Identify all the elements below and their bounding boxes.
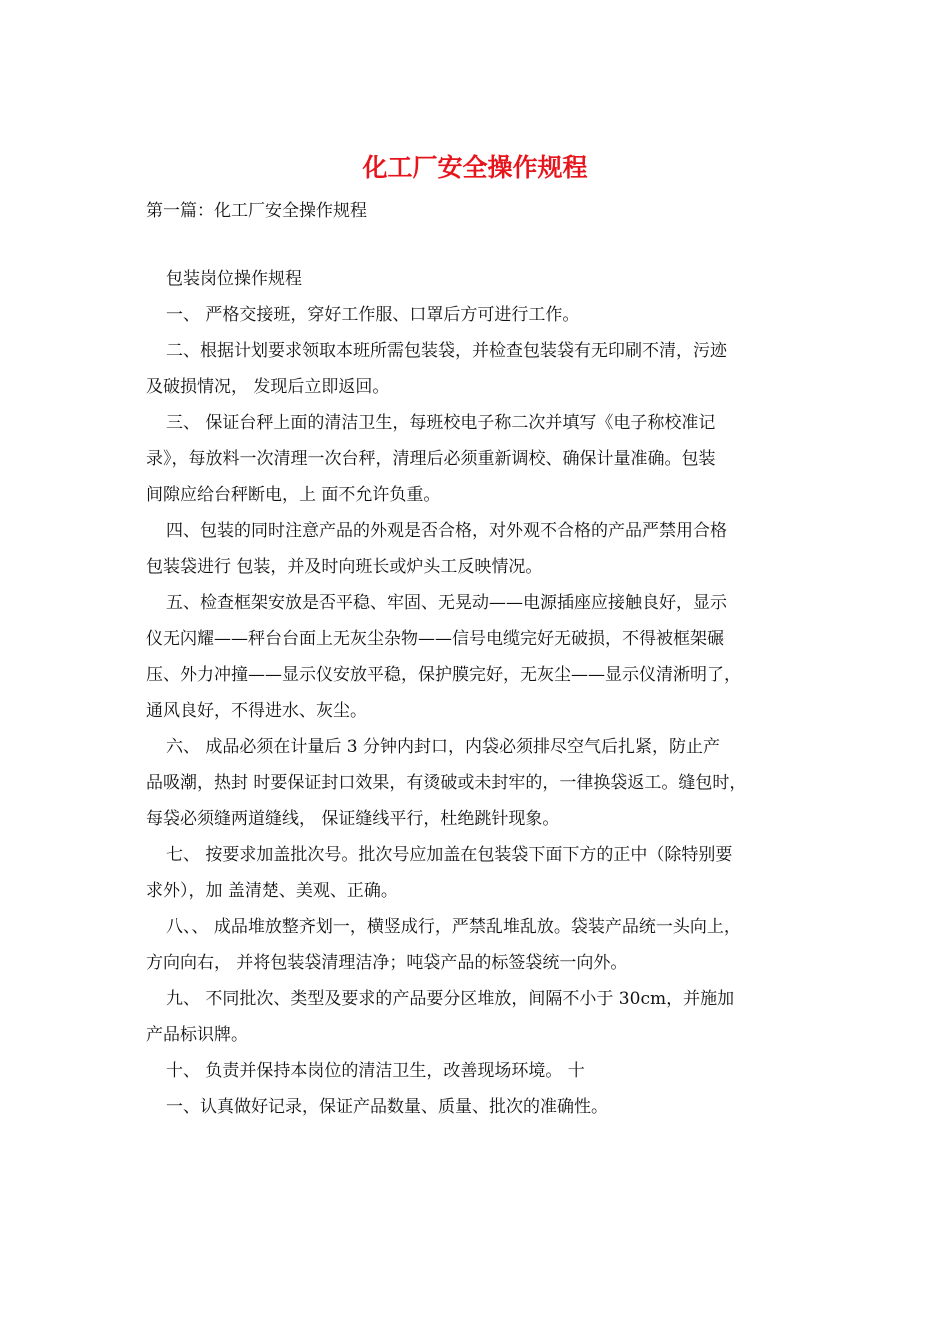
text-line: 二、根据计划要求领取本班所需包装袋，并检查包装袋有无印刷不清，污迹 [166,341,727,361]
text-line: 仪无闪耀——秤台台面上无灰尘杂物——信号电缆完好无破损，不得被框架碾 [146,629,724,649]
text-line: 包装袋进行 包装，并及时向班长或炉头工反映情况。 [146,557,543,577]
text-line: 五、检查框架安放是否平稳、牢固、无晃动——电源插座应接触良好，显示 [166,593,727,613]
text-line: 一、认真做好记录，保证产品数量、质量、批次的准确性。 [166,1097,608,1117]
text-line: 六、 成品必须在计量后 3 分钟内封口，内袋必须排尽空气后扎紧，防止产 [166,737,721,757]
section-heading: 包装岗位操作规程 [166,269,302,289]
text-line: 十、 负责并保持本岗位的清洁卫生，改善现场环境。 十 [166,1061,585,1081]
text-line: 产品标识牌。 [146,1025,248,1045]
document-title: 化工厂安全操作规程 [362,153,588,182]
text-line: 品吸潮，热封 时要保证封口效果，有烫破或未封牢的，一律换袋返工。缝包时， [146,773,747,793]
text-line: 通风良好，不得进水、灰尘。 [146,701,367,721]
text-line: 四、包装的同时注意产品的外观是否合格，对外观不合格的产品严禁用合格 [166,521,727,541]
text-line: 压、外力冲撞——显示仪安放平稳，保护膜完好，无灰尘——显示仪清淅明了， [146,665,741,685]
text-line: 录》，每放料一次清理一次台秤，清理后必须重新调校、确保计量准确。包装 [146,449,716,469]
document-subtitle: 第一篇：化工厂安全操作规程 [146,201,367,221]
text-line: 九、 不同批次、类型及要求的产品要分区堆放，间隔不小于 30cm，并施加 [166,989,735,1009]
text-line: 及破损情况， 发现后立即返回。 [146,377,390,397]
text-line: 一、 严格交接班，穿好工作服、口罩后方可进行工作。 [166,305,580,325]
text-line: 求外），加 盖清楚、美观、正确。 [146,881,398,901]
text-line: 七、 按要求加盖批次号。批次号应加盖在包装袋下面下方的正中（除特别要 [166,845,733,865]
text-line: 每袋必须缝两道缝线， 保证缝线平行，杜绝跳针现象。 [146,809,560,829]
text-line: 三、 保证台秤上面的清洁卫生，每班校电子称二次并填写《电子称校准记 [166,413,716,433]
text-line: 间隙应给台秤断电，上 面不允许负重。 [146,485,441,505]
text-line: 方向向右， 并将包装袋清理洁净；吨袋产品的标签袋统一向外。 [146,953,628,973]
text-line: 八、、 成品堆放整齐划一，横竖成行，严禁乱堆乱放。袋装产品统一头向上， [166,917,741,937]
